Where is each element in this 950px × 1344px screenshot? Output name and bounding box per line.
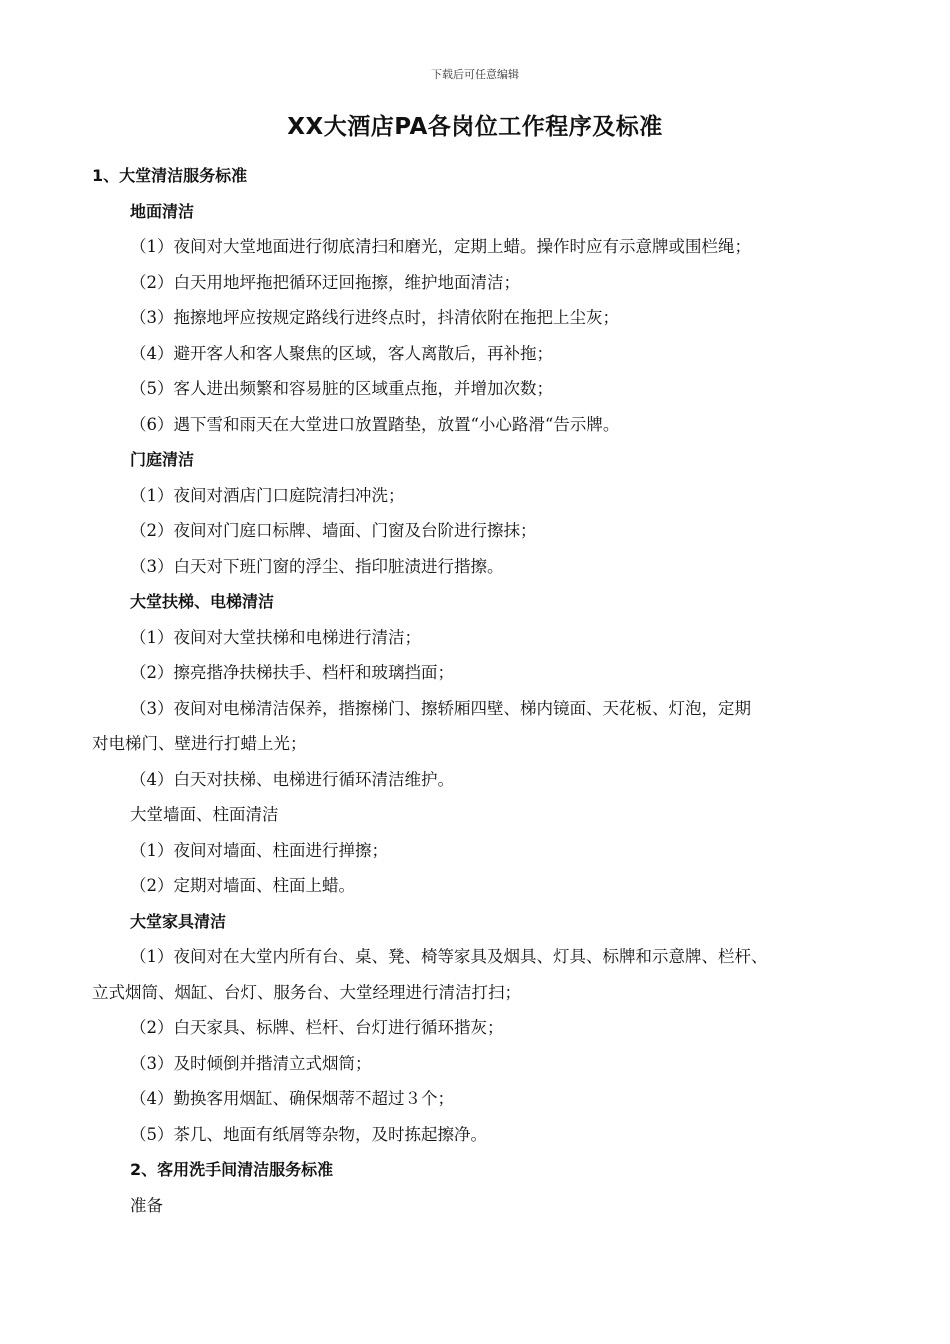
list-item: （2）定期对墙面、柱面上蜡。 bbox=[130, 876, 355, 895]
list-item: （4）白天对扶梯、电梯进行循环清洁维护。 bbox=[130, 769, 454, 789]
list-item: （1）夜间对在大堂内所有台、桌、凳、椅等家具及烟具、灯具、标牌和示意牌、栏杆、 bbox=[130, 947, 768, 966]
list-item: （3）及时倾倒并揩清立式烟筒； bbox=[130, 1053, 372, 1073]
page-header: 下载后可任意编辑 bbox=[431, 68, 519, 81]
subsection-heading: 准备 bbox=[130, 1195, 163, 1215]
list-item: （1）夜间对大堂地面进行彻底清扫和磨光，定期上蜡。操作时应有示意牌或围栏绳； bbox=[130, 237, 751, 256]
subsection-heading: 门庭清洁 bbox=[130, 450, 195, 469]
list-item: （2）擦亮揩净扶梯扶手、档杆和玻璃挡面； bbox=[130, 663, 454, 682]
list-item: （6）遇下雪和雨天在大堂进口放置踏垫，放置“小心路滑“告示牌。 bbox=[130, 414, 620, 434]
list-item: （5）客人进出频繁和容易脏的区域重点拖，并增加次数； bbox=[130, 379, 553, 398]
subsection-heading: 大堂墙面、柱面清洁 bbox=[130, 805, 279, 824]
list-item: （2）夜间对门庭口标牌、墙面、门窗及台阶进行擦抹； bbox=[130, 521, 537, 540]
list-item: （4）勤换客用烟缸、确保烟蒂不超过３个； bbox=[130, 1089, 454, 1108]
list-item: （3）拖擦地坪应按规定路线行进终点时，抖清依附在拖把上尘灰； bbox=[130, 308, 619, 327]
list-item: （1）夜间对酒店门口庭院清扫冲洗； bbox=[130, 485, 405, 505]
list-item-continuation: 对电梯门、壁进行打蜡上光； bbox=[92, 734, 307, 753]
document-body bbox=[92, 158, 882, 1223]
subsection-heading: 2、客用洗手间清洁服务标准 bbox=[130, 1160, 334, 1179]
list-item: （5）茶几、地面有纸屑等杂物，及时拣起擦净。 bbox=[130, 1124, 487, 1144]
document-title: XX大酒店PA各岗位工作程序及标准 bbox=[287, 114, 663, 140]
list-item: （2）白天家具、标牌、栏杆、台灯进行循环揩灰； bbox=[130, 1018, 504, 1037]
subsection-heading: 大堂扶梯、电梯清洁 bbox=[130, 592, 275, 611]
list-item: （1）夜间对大堂扶梯和电梯进行清洁； bbox=[130, 627, 421, 647]
list-item: （2）白天用地坪拖把循环迂回拖擦，维护地面清洁； bbox=[130, 272, 520, 292]
section-heading: 1、大堂清洁服务标准 bbox=[92, 166, 248, 185]
list-item: （1）夜间对墙面、柱面进行掸擦； bbox=[130, 840, 388, 860]
list-item: （3）夜间对电梯清洁保养，揩擦梯门、擦轿厢四壁、梯内镜面、天花板、灯泡，定期 bbox=[130, 698, 751, 718]
subsection-heading: 地面清洁 bbox=[130, 201, 195, 221]
list-item: （4）避开客人和客人聚焦的区域，客人离散后，再补拖； bbox=[130, 343, 553, 363]
list-item-continuation: 立式烟筒、烟缸、台灯、服务台、大堂经理进行清洁打扫； bbox=[92, 982, 521, 1002]
subsection-heading: 大堂家具清洁 bbox=[130, 911, 227, 931]
list-item: （3）白天对下班门窗的浮尘、指印脏渍进行揩擦。 bbox=[130, 556, 504, 576]
